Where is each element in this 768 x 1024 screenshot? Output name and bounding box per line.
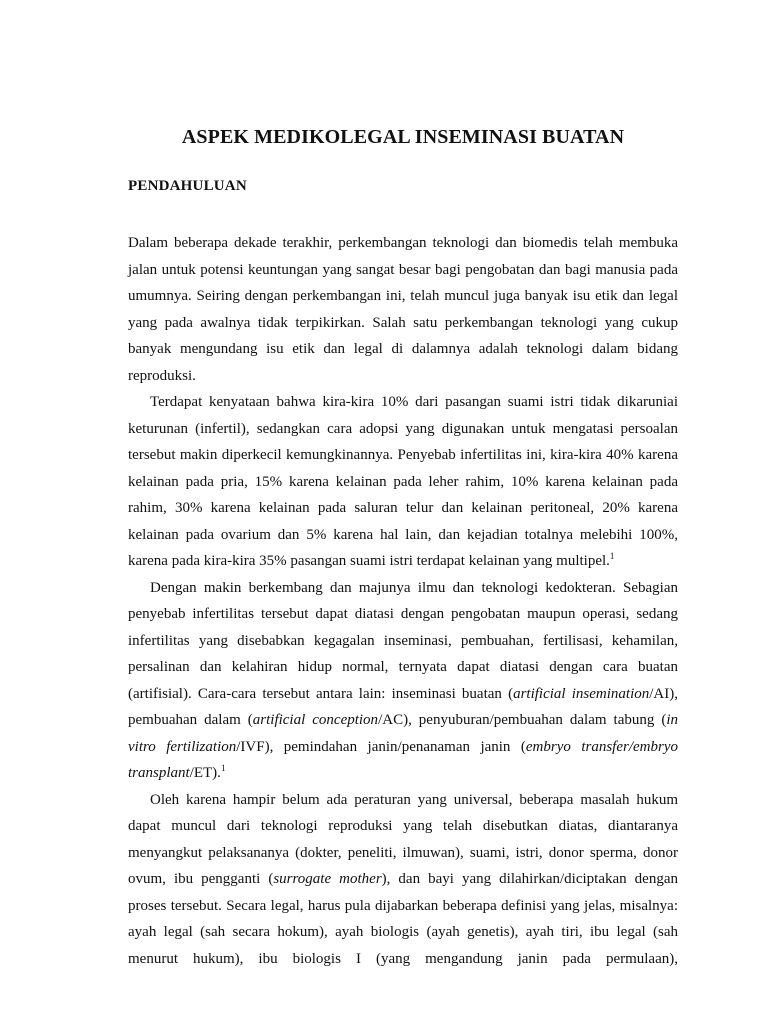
paragraph-3-text: Dengan makin berkembang dan majunya ilmu dan teknologi kedokteran. Sebagian penyebab infertilitas tersebut dapat diatasi dengan pengobatan maupun operasi, sedang infertilitas yang disebabkan kegagalan inseminasi, pembuahan, fertilisasi, kehamilan, persalinan dan kelahiran hidup normal, ternyata dapat diatasi dengan cara buatan (artifisial). Cara-cara tersebut antara lain: inseminasi buatan ( xyxy=(128,579,678,702)
section-heading: PENDAHULUAN xyxy=(128,178,247,194)
document-title: ASPEK MEDIKOLEGAL INSEMINASI BUATAN xyxy=(181,126,625,148)
paragraph-3 xyxy=(128,575,678,787)
paragraph-1-text: Dalam beberapa dekade terakhir, perkembangan teknologi dan biomedis telah membuka jalan untuk potensi keuntungan yang sangat besar bagi pengobatan dan bagi manusia pada umumnya. Seiring dengan perkembangan ini, telah muncul juga banyak isu etik dan legal yang pada awalnya tidak terpikirkan. Salah satu perkembangan teknologi yang cukup banyak mengundang isu etik dan legal di dalamnya adalah teknologi dalam bidang reproduksi. xyxy=(128,235,678,384)
paragraph-1 xyxy=(128,230,678,389)
paragraph-4-text: Oleh karena hampir belum ada peraturan yang universal, beberapa masalah hukum dapat muncul dari teknologi reproduksi yang telah disebutkan diatas, diantaranya menyangkut pelaksananya (dokter, peneliti, ilmuwan), suami, istri, donor sperma, donor ovum, ibu pengganti ( xyxy=(128,791,678,887)
paragraph-3-term-ivf: in vitro fertilization xyxy=(128,712,679,755)
paragraph-4 xyxy=(128,787,678,973)
paragraph-2-text: Terdapat kenyataan bahwa kira-kira 10% dari pasangan suami istri tidak dikaruniai keturunan (infertil), sedangkan cara adopsi yang digunakan untuk mengatasi persoalan tersebut makin diperkecil kemungkinannya. Penyebab infertilitas ini, kira-kira 40% karena kelainan pada pria, 15% karena kelainan pada leher rahim, 10% karena kelainan pada rahim, 30% karena kelainan pada saluran telur dan kelainan peritoneal, 20% karena kelainan pada ovarium dan 5% karena hal lain, dan kejadian totalnya melebihi 100%, karena pada kira-kira 35% pasangan suami istri terdapat kelainan yang multipel. xyxy=(128,394,678,569)
paragraph-3-term-et: embryo transfer/embryo transplant xyxy=(128,738,678,781)
document-body xyxy=(128,230,678,972)
footnote-ref: 1 xyxy=(220,763,226,773)
paragraph-3-term-ai: artificial insemination xyxy=(513,685,650,702)
paragraph-3-term-ac: artificial conception xyxy=(252,712,379,728)
paragraph-3-text: /ET). xyxy=(189,765,221,781)
paragraph-3-text: /IVF), pemindahan janin/penanaman janin ( xyxy=(236,738,526,755)
footnote-ref: 1 xyxy=(609,551,615,561)
paragraph-3-text: /AC), penyuburan/pembuahan dalam tabung ( xyxy=(378,712,667,728)
paragraph-4-text: ), dan bayi yang dilahirkan/diciptakan dengan proses tersebut. Secara legal, harus pula dijabarkan beberapa definisi yang jelas, misalnya: ayah legal (sah secara hokum), ayah biologis (ayah genetis), ayah tiri, ibu legal (sah menurut hukum), ibu biologis I (yang mengandung janin pada permulaan), xyxy=(128,871,678,967)
paragraph-3-text: /AI), pembuahan dalam ( xyxy=(128,685,679,728)
paragraph-4-term-surrogate: surrogate mother xyxy=(273,871,382,887)
paragraph-2 xyxy=(128,389,678,575)
